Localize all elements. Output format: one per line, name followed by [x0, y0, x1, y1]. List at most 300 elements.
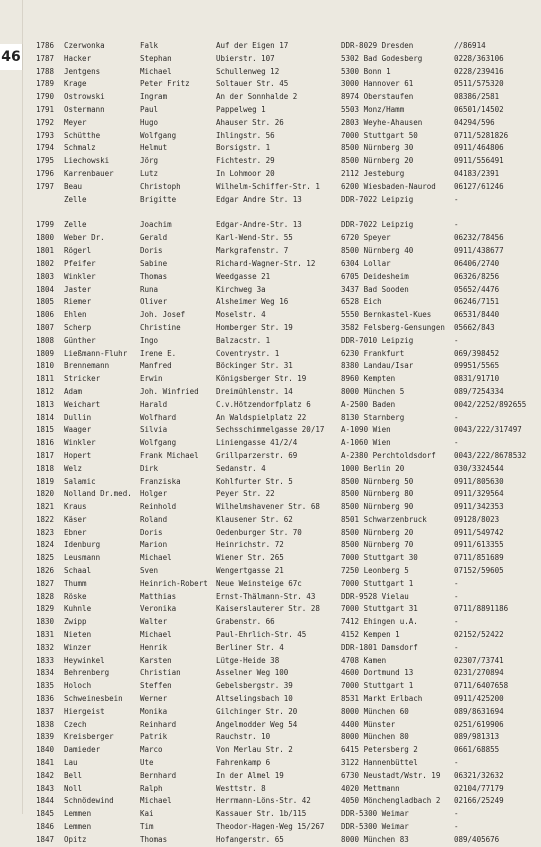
entry-city: 4708 Kamen: [341, 655, 387, 665]
entry-num: 1796: [36, 168, 55, 178]
entry-num: 1810: [36, 361, 55, 371]
entry-phone: 0831/91710: [454, 374, 500, 384]
entry-street: Fahrenkamp 6: [216, 758, 271, 768]
entry-surname: Schnödewind: [64, 796, 114, 806]
list-item: [30, 629, 535, 642]
entry-num: 1791: [36, 104, 55, 114]
entry-street: Neue Weinsteige 67c: [216, 578, 302, 588]
entry-phone: 089/981313: [454, 732, 500, 742]
entry-num: 1822: [36, 514, 55, 524]
entry-num: 1845: [36, 809, 55, 819]
entry-surname: Karrenbauer: [64, 168, 114, 178]
entry-surname: Winkler: [64, 438, 96, 448]
entry-street: Herrmann-Löns-Str. 42: [216, 796, 311, 806]
list-item: [30, 104, 535, 117]
list-item: [30, 642, 535, 655]
list-item: [30, 719, 535, 732]
list-item: [30, 514, 535, 527]
entry-surname: Käser: [64, 514, 87, 524]
entry-street: Peyer Str. 22: [216, 489, 275, 499]
entry-street: Ernst-Thälmann-Str. 43: [216, 591, 316, 601]
entry-surname: Rögerl: [64, 246, 92, 256]
entry-street: Borsigstr. 1: [216, 143, 271, 153]
entry-street: Dreimühlenstr. 14: [216, 386, 293, 396]
entry-num: 1837: [36, 706, 55, 716]
entry-phone: 0231/270894: [454, 668, 504, 678]
entry-phone: 0711/5281826: [454, 130, 509, 140]
entry-num: 1831: [36, 630, 55, 640]
list-item: [30, 706, 535, 719]
entry-first: Lutz: [140, 168, 159, 178]
entry-street: Böckinger Str. 31: [216, 361, 293, 371]
entry-first: Stephan: [140, 53, 172, 63]
entry-phone: 09951/5565: [454, 361, 500, 371]
entry-city: 7000 Stuttgart 1: [341, 578, 414, 588]
entry-surname: Welz: [64, 463, 83, 473]
entry-street: Edgar Andre Str. 13: [216, 194, 302, 204]
entry-num: 1843: [36, 783, 55, 793]
entry-surname: Brennemann: [64, 361, 110, 371]
entry-phone: 0911/549742: [454, 527, 504, 537]
entry-city: 3122 Hannenbüttel: [341, 758, 418, 768]
list-item: [30, 360, 535, 373]
entry-street: Wiener Str. 265: [216, 553, 284, 563]
entry-city: A-1090 Wien: [341, 425, 391, 435]
entry-first: Frank Michael: [140, 450, 199, 460]
entry-city: 5300 Bonn 1: [341, 66, 391, 76]
entry-phone: 0911/556491: [454, 156, 504, 166]
entry-city: 7000 Stuttgart 1: [341, 681, 414, 691]
entry-surname: Schütthe: [64, 130, 101, 140]
entry-surname: Hopert: [64, 450, 92, 460]
entry-street: Hofangerstr. 65: [216, 834, 284, 844]
entry-city: 8960 Kempten: [341, 374, 396, 384]
entry-city: 3582 Felsberg-Gensungen: [341, 322, 445, 332]
entry-surname: Meyer: [64, 117, 87, 127]
list-item: [30, 450, 535, 463]
entry-phone: 0911/805630: [454, 476, 504, 486]
list-item: [30, 271, 535, 284]
entry-first: Ralph: [140, 783, 163, 793]
entry-phone: 02307/73741: [454, 655, 504, 665]
entry-surname: Ebner: [64, 527, 87, 537]
list-item: [30, 335, 535, 348]
list-item: [30, 130, 535, 143]
entry-street: Ubierstr. 107: [216, 53, 275, 63]
entry-num: 1786: [36, 41, 55, 50]
entry-phone: -: [454, 578, 459, 588]
entry-street: Soltauer Str. 45: [216, 79, 289, 89]
entry-num: 1812: [36, 386, 55, 396]
entry-phone: 0251/619906: [454, 719, 504, 729]
entry-phone: 09128/8023: [454, 514, 500, 524]
list-item: [30, 488, 535, 501]
entry-city: 6705 Deidesheim: [341, 271, 409, 281]
entry-street: Wilhelmshavener Str. 68: [216, 502, 320, 512]
entry-phone: -: [454, 758, 459, 768]
entry-num: 1816: [36, 438, 55, 448]
entry-surname: Noll: [64, 783, 83, 793]
entry-num: 1801: [36, 246, 55, 256]
entry-surname: Ehlen: [64, 310, 87, 320]
entry-num: 1813: [36, 399, 55, 409]
entry-first: Joachim: [140, 220, 172, 230]
entry-first: Oliver: [140, 297, 168, 307]
entry-city: 6720 Speyer: [341, 233, 391, 243]
entry-num: 1827: [36, 578, 55, 588]
entry-surname: Nolland Dr.med.: [64, 489, 132, 499]
entry-surname: Riemer: [64, 297, 92, 307]
entry-phone: -: [454, 220, 459, 230]
entry-surname: Krage: [64, 79, 87, 89]
entry-first: Wolfgang: [140, 130, 177, 140]
entry-surname: Damieder: [64, 745, 101, 755]
entry-city: 8500 Nürnberg 30: [341, 143, 414, 153]
entry-num: 1832: [36, 642, 55, 652]
entry-phone: 0711/6407658: [454, 681, 509, 691]
entry-num: 1826: [36, 566, 55, 576]
entry-num: 1820: [36, 489, 55, 499]
entry-first: Helmut: [140, 143, 168, 153]
entry-first: Holger: [140, 489, 168, 499]
entry-surname: Lemmen: [64, 822, 92, 832]
list-item: [30, 744, 535, 757]
entry-surname: Czerwonka: [64, 41, 105, 50]
list-item: [30, 284, 535, 297]
entry-city: A-1060 Wien: [341, 438, 391, 448]
entry-surname: Leusmann: [64, 553, 101, 563]
entry-surname: Jentgens: [64, 66, 101, 76]
entry-first: Michael: [140, 796, 172, 806]
entry-surname: Günther: [64, 335, 96, 345]
entry-surname: Adam: [64, 386, 83, 396]
list-item: [30, 155, 535, 168]
entry-surname: Schaal: [64, 566, 92, 576]
entry-street: Kohlfurter Str. 5: [216, 476, 293, 486]
entry-street: Angelmodder Weg 54: [216, 719, 298, 729]
entry-surname: Zelle: [64, 194, 87, 204]
entry-street: Sechsschimmelgasse 20/17: [216, 425, 325, 435]
list-item: [30, 142, 535, 155]
entry-city: 6304 Lollar: [341, 258, 391, 268]
entry-surname: Thumm: [64, 578, 87, 588]
entry-first: Bernhard: [140, 770, 177, 780]
entry-first: Veronika: [140, 604, 177, 614]
list-item: [30, 373, 535, 386]
entry-first: Harald: [140, 399, 168, 409]
entry-surname: Nieten: [64, 630, 92, 640]
list-item: [30, 232, 535, 245]
entry-surname: Winkler: [64, 271, 96, 281]
entry-num: 1807: [36, 322, 55, 332]
list-item: [30, 552, 535, 565]
entry-phone: 04294/596: [454, 117, 495, 127]
entry-street: Coventrystr. 1: [216, 348, 280, 358]
entry-first: Michael: [140, 66, 172, 76]
entry-city: DDR-5300 Weimar: [341, 822, 409, 832]
entry-num: 1825: [36, 553, 55, 563]
entry-num: 1806: [36, 310, 55, 320]
entry-first: Werner: [140, 694, 168, 704]
list-item: [30, 463, 535, 476]
list-item: [30, 309, 535, 322]
list-item: [30, 424, 535, 437]
entry-city: 7000 Stuttgart 50: [341, 130, 418, 140]
entry-num: 1844: [36, 796, 55, 806]
entry-street: Theodor-Hagen-Weg 15/267: [216, 822, 325, 832]
entry-street: Richard-Wagner-Str. 12: [216, 258, 316, 268]
list-item: [30, 757, 535, 770]
entry-city: 8000 München 83: [341, 834, 409, 844]
list-item: [30, 194, 535, 207]
entry-num: 1802: [36, 258, 55, 268]
entry-city: 5302 Bad Godesberg: [341, 53, 423, 63]
list-item: [30, 66, 535, 79]
list-item: [30, 655, 535, 668]
entry-street: Balzacstr. 1: [216, 335, 271, 345]
entry-surname: Behrenberg: [64, 668, 110, 678]
entry-street: Liniengasse 41/2/4: [216, 438, 298, 448]
page-number: 46: [1, 49, 21, 65]
page-number-tab: [0, 44, 23, 70]
entry-phone: -: [454, 335, 459, 345]
entry-num: 1795: [36, 156, 55, 166]
entry-surname: Ostrowski: [64, 92, 105, 102]
entry-city: 6528 Eich: [341, 297, 382, 307]
entry-phone: 02166/25249: [454, 796, 504, 806]
entry-street: Asselner Weg 100: [216, 668, 289, 678]
entry-street: Oedenburger Str. 70: [216, 527, 302, 537]
entry-phone: 06127/61246: [454, 181, 504, 191]
entry-phone: 05652/4476: [454, 284, 500, 294]
entry-num: 1814: [36, 412, 55, 422]
entry-phone: -: [454, 809, 459, 819]
entry-city: 4050 Mönchengladbach 2: [341, 796, 441, 806]
entry-first: Christine: [140, 322, 181, 332]
list-item: [30, 117, 535, 130]
entry-street: Gebelsbergstr. 39: [216, 681, 293, 691]
entry-first: Irene E.: [140, 348, 177, 358]
list-item: [30, 322, 535, 335]
entry-num: 1846: [36, 822, 55, 832]
entry-num: 1838: [36, 719, 55, 729]
entry-first: Tim: [140, 822, 154, 832]
entry-first: Brigitte: [140, 194, 177, 204]
entry-num: 1818: [36, 463, 55, 473]
entry-num: 1835: [36, 681, 55, 691]
entry-phone: 0043/222/317497: [454, 425, 522, 435]
entry-first: Ingo: [140, 335, 159, 345]
entry-phone: 06232/78456: [454, 233, 504, 243]
entry-num: 1836: [36, 694, 55, 704]
list-item: [30, 821, 535, 834]
list-item: [30, 770, 535, 783]
entry-phone: -: [454, 438, 459, 448]
entry-surname: Holoch: [64, 681, 92, 691]
entry-city: 8501 Schwarzenbruck: [341, 514, 427, 524]
entry-city: DDR-1801 Damsdorf: [341, 642, 418, 652]
list-item: [30, 168, 535, 181]
address-list: [30, 40, 535, 847]
list-item: [30, 181, 535, 194]
entry-street: Weedgasse 21: [216, 271, 271, 281]
entry-num: 1799: [36, 220, 55, 230]
entry-first: Michael: [140, 630, 172, 640]
entry-street: Moselstr. 4: [216, 310, 266, 320]
entry-phone: -: [454, 617, 459, 627]
entry-phone: 06501/14502: [454, 104, 504, 114]
entry-phone: 02152/52422: [454, 630, 504, 640]
entry-phone: 0511/575320: [454, 79, 504, 89]
entry-first: Reinhard: [140, 719, 177, 729]
entry-surname: Winzer: [64, 642, 92, 652]
entry-surname: Opitz: [64, 834, 87, 844]
entry-surname: Jaster: [64, 284, 92, 294]
list-item: [30, 667, 535, 680]
entry-first: Monika: [140, 706, 168, 716]
entry-street: Lütge-Heide 38: [216, 655, 280, 665]
entry-surname: Waager: [64, 425, 92, 435]
entry-city: 6415 Petersberg 2: [341, 745, 418, 755]
entry-surname: Weber Dr.: [64, 233, 105, 243]
entry-street: Karl-Wend-Str. 55: [216, 233, 293, 243]
entry-first: Christoph: [140, 181, 181, 191]
entry-street: Pappelweg 1: [216, 104, 266, 114]
entry-phone: 05662/843: [454, 322, 495, 332]
entry-street: Homberger Str. 19: [216, 322, 293, 332]
entry-street: Heinrichstr. 72: [216, 540, 284, 550]
entry-street: Gilchinger Str. 20: [216, 706, 298, 716]
entry-phone: 0911/425200: [454, 694, 504, 704]
entry-num: 1797: [36, 181, 55, 191]
entry-phone: 06246/7151: [454, 297, 500, 307]
entry-city: 7000 Stuttgart 30: [341, 553, 418, 563]
entry-num: 1829: [36, 604, 55, 614]
entry-city: 8500 Nürnberg 90: [341, 502, 414, 512]
list-item: [30, 565, 535, 578]
entry-street: Königsberger Str. 19: [216, 374, 307, 384]
entry-first: Karsten: [140, 655, 172, 665]
entry-surname: Stricker: [64, 374, 101, 384]
entry-surname: Heywinkel: [64, 655, 105, 665]
entry-first: Gerald: [140, 233, 168, 243]
entry-phone: 030/3324544: [454, 463, 504, 473]
entry-surname: Ließmann-Fluhr: [64, 348, 128, 358]
entry-num: 1833: [36, 655, 55, 665]
page-edge-line: [22, 0, 23, 814]
entry-city: 4400 Münster: [341, 719, 396, 729]
entry-phone: 089/8631694: [454, 706, 504, 716]
entry-num: 1805: [36, 297, 55, 307]
entry-street: Ahauser Str. 26: [216, 117, 284, 127]
entry-city: 6200 Wiesbaden-Naurod: [341, 181, 436, 191]
entry-surname: Salamic: [64, 476, 96, 486]
entry-city: A-2500 Baden: [341, 399, 396, 409]
entry-street: Sedanstr. 4: [216, 463, 266, 473]
list-item: [30, 386, 535, 399]
entry-city: 7250 Leonberg 5: [341, 566, 409, 576]
entry-phone: 07152/59605: [454, 566, 504, 576]
entry-city: 7000 Stuttgart 31: [341, 604, 418, 614]
entry-street: Schullenweg 12: [216, 66, 280, 76]
list-item: [30, 578, 535, 591]
entry-num: 1830: [36, 617, 55, 627]
entry-street: Wengertgasse 21: [216, 566, 284, 576]
entry-surname: Röske: [64, 591, 87, 601]
entry-first: Joh. Winfried: [140, 386, 199, 396]
entry-city: 8380 Landau/Isar: [341, 361, 414, 371]
entry-city: DDR-9528 Vielau: [341, 591, 409, 601]
entry-surname: Czech: [64, 719, 87, 729]
entry-first: Thomas: [140, 271, 168, 281]
entry-street: Von Merlau Str. 2: [216, 745, 293, 755]
entry-first: Reinhold: [140, 502, 177, 512]
entry-first: Wolfgang: [140, 438, 177, 448]
entry-first: Manfred: [140, 361, 172, 371]
entry-street: Altselingsbach 10: [216, 694, 293, 704]
entry-num: 1808: [36, 335, 55, 345]
entry-first: Kai: [140, 809, 154, 819]
entry-street: C.v.Hötzendorfplatz 6: [216, 399, 311, 409]
entry-phone: -: [454, 412, 459, 422]
list-item: [30, 399, 535, 412]
entry-phone: 0911/613355: [454, 540, 504, 550]
list-item: [30, 476, 535, 489]
entry-num: 1819: [36, 476, 55, 486]
entry-phone: 089/7254334: [454, 386, 504, 396]
list-item: [30, 296, 535, 309]
entry-surname: Kreisberger: [64, 732, 114, 742]
entry-phone: //86914: [454, 41, 486, 50]
entry-phone: 06406/2740: [454, 258, 500, 268]
list-item: [30, 731, 535, 744]
entry-num: 1793: [36, 130, 55, 140]
entry-city: 6230 Frankfurt: [341, 348, 405, 358]
list-item: [30, 258, 535, 271]
entry-first: Walter: [140, 617, 168, 627]
entry-surname: Lau: [64, 758, 78, 768]
entry-first: Steffen: [140, 681, 172, 691]
entry-first: Peter Fritz: [140, 79, 190, 89]
entry-num: 1817: [36, 450, 55, 460]
entry-phone: 089/405676: [454, 834, 500, 844]
entry-num: 1788: [36, 66, 55, 76]
entry-surname: Scherp: [64, 322, 92, 332]
entry-surname: Ostermann: [64, 104, 105, 114]
entry-num: 1815: [36, 425, 55, 435]
entry-city: 6730 Neustadt/Wstr. 19: [341, 770, 441, 780]
entry-phone: -: [454, 591, 459, 601]
entry-city: DDR-8029 Dresden: [341, 41, 414, 50]
entry-street: Kassauer Str. 1b/115: [216, 809, 307, 819]
entry-city: 8500 Nürnberg 20: [341, 527, 414, 537]
entry-num: 1841: [36, 758, 55, 768]
list-item: [30, 348, 535, 361]
entry-city: DDR-7022 Leipzig: [341, 194, 414, 204]
entry-city: 8000 München 60: [341, 706, 409, 716]
entry-surname: Idenburg: [64, 540, 101, 550]
entry-first: Sabine: [140, 258, 168, 268]
entry-num: 1839: [36, 732, 55, 742]
entry-phone: 0661/68855: [454, 745, 500, 755]
entry-num: 1847: [36, 834, 55, 844]
entry-num: 1823: [36, 527, 55, 537]
entry-surname: Zelle: [64, 220, 87, 230]
entry-num: 1803: [36, 271, 55, 281]
entry-surname: Liechowski: [64, 156, 110, 166]
entry-city: 7412 Ehingen u.A.: [341, 617, 418, 627]
entry-first: Joh. Josef: [140, 310, 186, 320]
